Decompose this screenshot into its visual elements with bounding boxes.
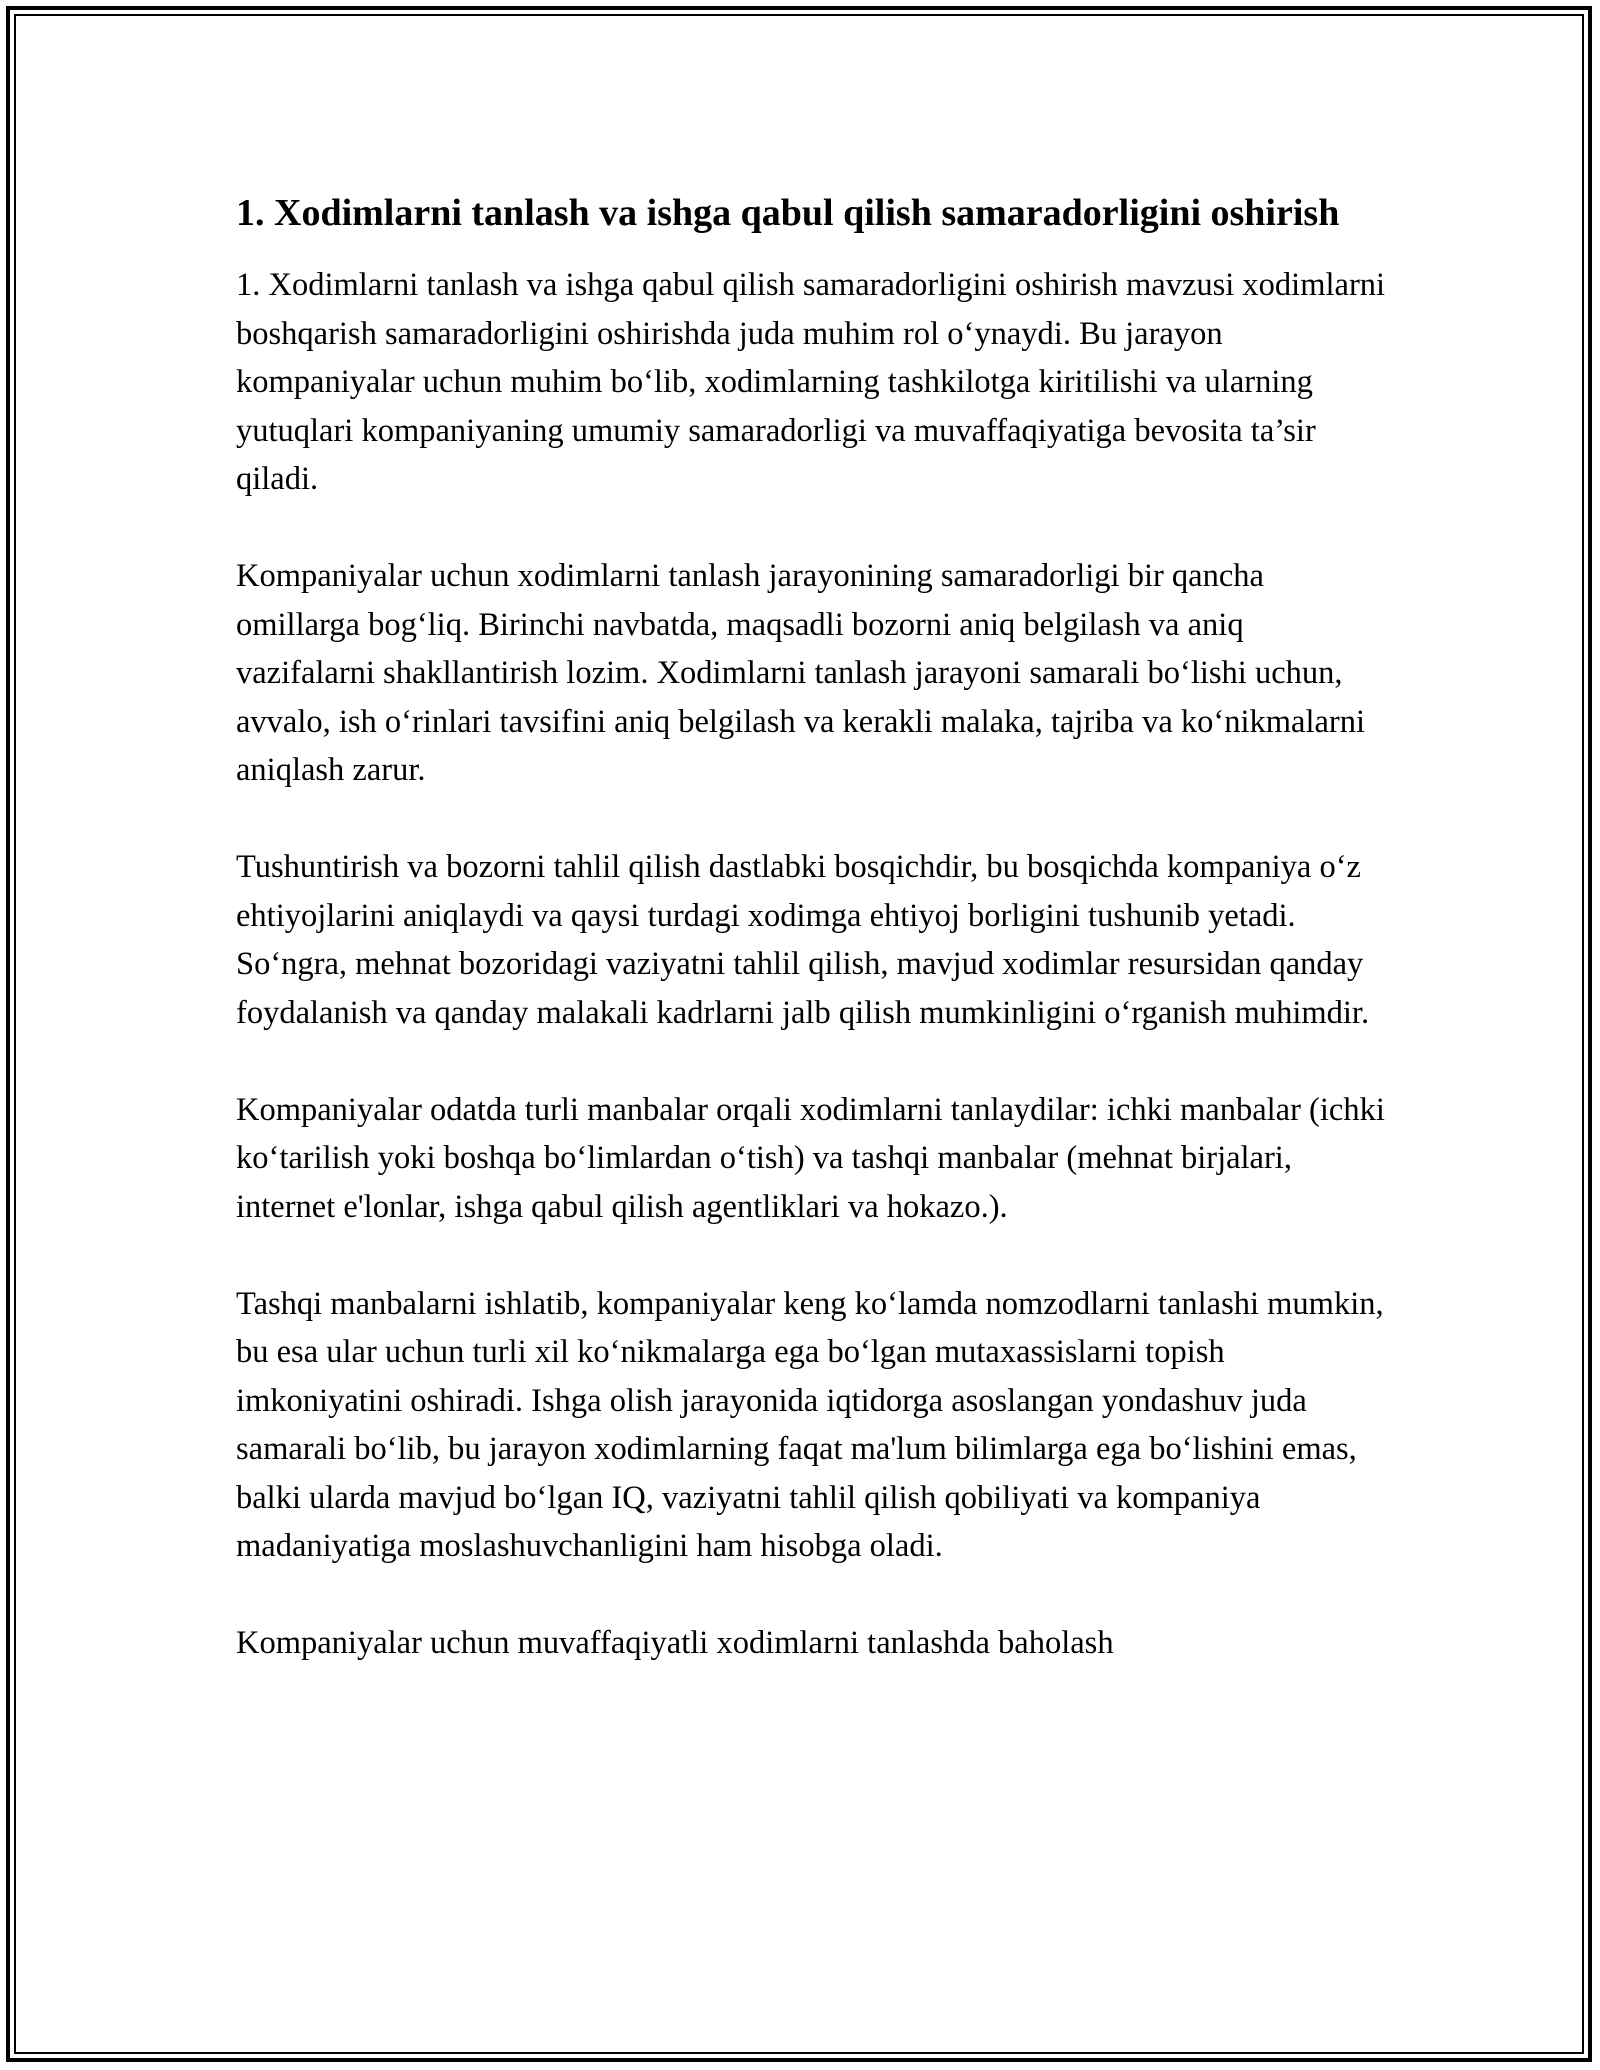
document-body [236, 186, 1386, 1716]
paragraph-6: Kompaniyalar uchun muvaffaqiyatli xodimlarni tanlashda baholash [236, 1625, 1114, 1661]
paragraph-5: Tashqi manbalarni ishlatib, kompaniyalar keng ko‘lamda nomzodlarni tanlashi mumkin, bu esa ular uchun turli xil ko‘nikmalarga ega bo‘lgan mutaxassislarni topish imkoniyatini oshiradi. Ishga olish jarayonida iqtidorga asoslangan yondashuv juda samarali bo‘lib, bu jarayon xodimlarning faqat ma'lum bilimlarga ega bo‘lishini emas, balki ularda mavjud bo‘lgan IQ, vaziyatni tahlil qilish qobiliyati va kompaniya madaniyatiga moslashuvchanligini ham hisobga oladi. [236, 1285, 1384, 1564]
paragraph-3: Tushuntirish va bozorni tahlil qilish dastlabki bosqichdir, bu bosqichda kompaniya o‘z ehtiyojlarini aniqlaydi va qaysi turdagi xodimga ehtiyoj borligini tushunib yetadi. So‘ngra, mehnat bozoridagi vaziyatni tahlil qilish, mavjud xodimlar resursidan qanday foydalanish va qanday malakali kadrlarni jalb qilish mumkinligini o‘rganish muhimdir. [236, 849, 1370, 1031]
paragraph-4: Kompaniyalar odatda turli manbalar orqali xodimlarni tanlaydilar: ichki manbalar (ichki ko‘tarilish yoki boshqa bo‘limlardan o‘tish) va tashqi manbalar (mehnat birjalari, internet e'lonlar, ishga qabul qilish agentliklari va hokazo.). [236, 1091, 1385, 1225]
paragraph-2: Kompaniyalar uchun xodimlarni tanlash jarayonining samaradorligi bir qancha omillarga bog‘liq. Birinchi navbatda, maqsadli bozorni aniq belgilash va aniq vazifalarni shakllantirish lozim. Xodimlarni tanlash jarayoni samarali bo‘lishi uchun, avvalo, ish o‘rinlari tavsifini aniq belgilash va kerakli malaka, tajriba va ko‘nikmalarni aniqlash zarur. [236, 558, 1366, 788]
paragraph-1: 1. Xodimlarni tanlash va ishga qabul qilish samaradorligini oshirish mavzusi xodimlarni boshqarish samaradorligini oshirishda juda muhim rol o‘ynaydi. Bu jarayon kompaniyalar uchun muhim bo‘lib, xodimlarning tashkilotga kiritilishi va ularning yutuqlari kompaniyaning umumiy samaradorligi va muvaffaqiyatiga bevosita ta’sir qiladi. [236, 267, 1386, 497]
section-heading: 1. Xodimlarni tanlash va ishga qabul qilish samaradorligini oshirish [236, 192, 1340, 234]
